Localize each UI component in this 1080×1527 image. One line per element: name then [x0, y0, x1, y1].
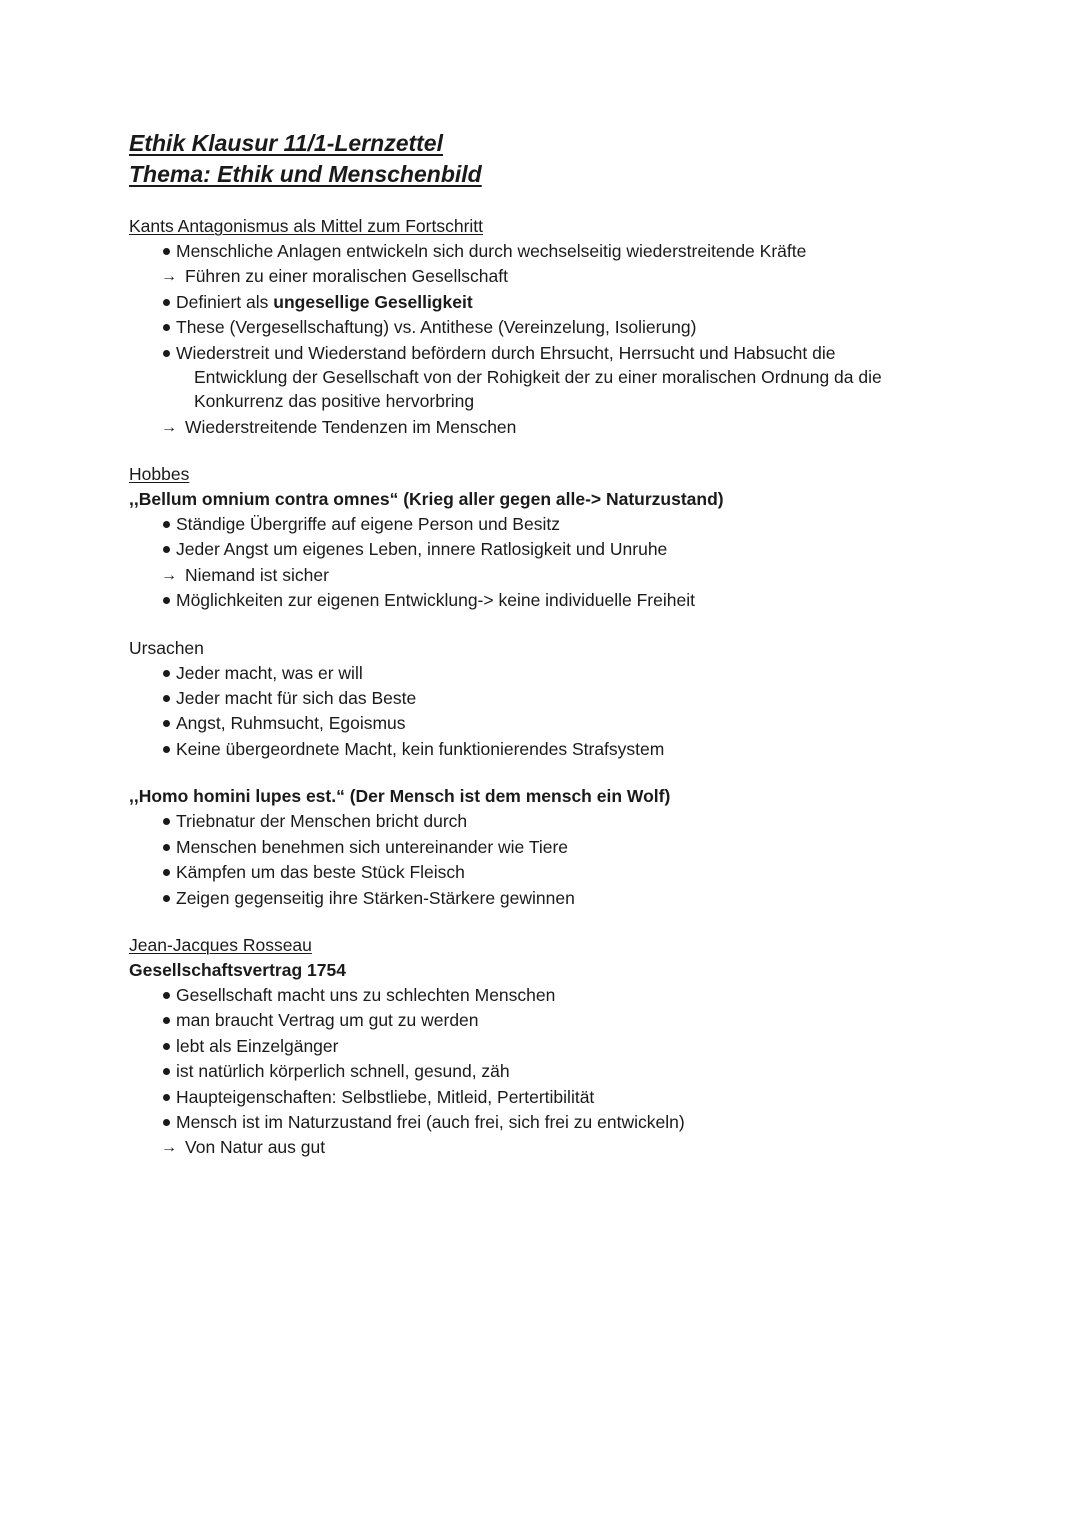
section-hobbes: [129, 462, 1009, 614]
list-item: [162, 588, 1009, 613]
list-item-text: Angst, Ruhmsucht, Egoismus: [176, 713, 406, 734]
list-item-text: Definiert als: [176, 291, 274, 312]
right-arrow-icon: →: [161, 1139, 177, 1157]
list-item-arrow: [161, 264, 1009, 289]
kant-list: [129, 239, 1009, 440]
list-item: [162, 809, 1009, 834]
list-item: [162, 537, 1009, 562]
list-item-text: Haupteigenschaften: Selbstliebe, Mitleid, Pertertibilität: [176, 1086, 595, 1107]
list-item: [162, 1110, 1009, 1135]
list-item-text: Triebnatur der Menschen bricht durch: [176, 811, 468, 832]
list-item-arrow: [161, 415, 1009, 440]
section-heading-kant: Kants Antagonismus als Mittel zum Fortschritt: [129, 216, 484, 236]
list-item-text: Führen zu einer moralischen Gesellschaft: [185, 266, 508, 287]
list-item: [162, 512, 1009, 537]
list-item: [162, 290, 1009, 315]
right-arrow-icon: →: [161, 418, 177, 436]
section-heading-ursachen: Ursachen: [129, 637, 204, 658]
list-item-text: Jeder Angst um eigenes Leben, innere Ratlosigkeit und Unruhe: [176, 539, 668, 560]
list-item-text: ist natürlich körperlich schnell, gesund, zäh: [176, 1061, 510, 1082]
list-item-text: Keine übergeordnete Macht, kein funktionierendes Strafsystem: [176, 738, 665, 759]
list-item-arrow: [161, 1135, 1009, 1160]
list-item: [162, 1008, 1009, 1033]
list-item-text: Jeder macht, was er will: [176, 662, 363, 683]
list-item-text: Mensch ist im Naturzustand frei (auch frei, sich frei zu entwickeln): [176, 1111, 685, 1132]
list-item: [162, 661, 1009, 686]
document-page: [129, 128, 1009, 1161]
rousseau-list: [129, 983, 1009, 1161]
list-item-text-continued: Konkurrenz das positive hervorbring: [194, 390, 475, 411]
list-item: [162, 835, 1009, 860]
list-item-text: Niemand ist sicher: [185, 564, 329, 585]
list-item: [162, 983, 1009, 1008]
title-line-1: Ethik Klausur 11/1-Lernzettel: [129, 130, 443, 156]
list-item-text: Menschliche Anlagen entwickeln sich durch wechselseitig wiederstreitende Kräfte: [176, 241, 807, 261]
list-item-text: Kämpfen um das beste Stück Fleisch: [176, 862, 465, 883]
hobbes-list: [129, 512, 1009, 614]
document-title: [129, 128, 1009, 190]
list-item: [162, 886, 1009, 911]
list-item: [162, 711, 1009, 736]
list-item-text: Jeder macht für sich das Beste: [176, 688, 417, 709]
ursachen-list: [129, 661, 1009, 763]
section-kant: [129, 214, 1009, 440]
right-arrow-icon: →: [161, 268, 177, 286]
list-item: [162, 860, 1009, 885]
list-item-arrow: [161, 563, 1009, 588]
list-item: [162, 1059, 1009, 1084]
list-item-text: man braucht Vertrag um gut zu werden: [176, 1010, 479, 1031]
section-heading-hobbes: Hobbes: [129, 464, 190, 485]
list-item: [162, 686, 1009, 711]
list-item-text: Von Natur aus gut: [185, 1137, 326, 1158]
list-item-text: Wiederstreit und Wiederstand befördern durch Ehrsucht, Herrsucht und Habsucht die: [176, 342, 836, 363]
list-item-text: Möglichkeiten zur eigenen Entwicklung-> keine individuelle Freiheit: [176, 590, 695, 611]
section-homo-homini: [129, 784, 1009, 911]
list-item-text: These (Vergesellschaftung) vs. Antithese (Vereinzelung, Isolierung): [176, 317, 697, 338]
list-item: [162, 737, 1009, 762]
hobbes-quote: ,,Bellum omnium contra omnes“ (Krieg aller gegen alle-> Naturzustand): [129, 489, 724, 510]
homo-list: [129, 809, 1009, 911]
list-item: [162, 1085, 1009, 1110]
list-item-text: Menschen benehmen sich untereinander wie Tiere: [176, 836, 569, 857]
right-arrow-icon: →: [161, 566, 177, 584]
list-item: [162, 1034, 1009, 1059]
list-item-text: Zeigen gegenseitig ihre Stärken-Stärkere gewinnen: [176, 887, 575, 908]
list-item-text: Wiederstreitende Tendenzen im Menschen: [185, 416, 517, 437]
bold-term: ungesellige Geselligkeit: [273, 291, 473, 312]
list-item-text-continued: Entwicklung der Gesellschaft von der Rohigkeit der zu einer moralischen Ordnung da die: [194, 366, 882, 387]
list-item: [162, 341, 1009, 413]
section-rousseau: [129, 933, 1009, 1161]
section-ursachen: [129, 636, 1009, 763]
rousseau-subheading: Gesellschaftsvertrag 1754: [129, 959, 346, 980]
section-heading-rousseau: Jean-Jacques Rosseau: [129, 934, 312, 955]
list-item: [162, 315, 1009, 340]
title-line-2: Thema: Ethik und Menschenbild: [129, 161, 482, 187]
list-item-text: Gesellschaft macht uns zu schlechten Menschen: [176, 984, 556, 1005]
list-item-text: Ständige Übergriffe auf eigene Person und Besitz: [176, 514, 560, 535]
list-item: [162, 239, 1009, 264]
list-item-text: lebt als Einzelgänger: [176, 1035, 339, 1056]
homo-quote: ,,Homo homini lupes est.“ (Der Mensch ist dem mensch ein Wolf): [129, 786, 671, 807]
